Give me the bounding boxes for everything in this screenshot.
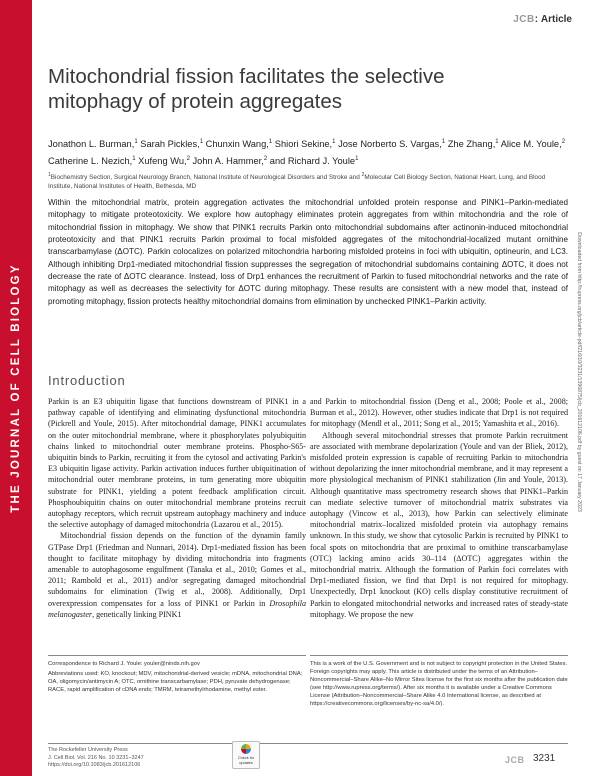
footnote-divider xyxy=(310,655,568,656)
author-name: Catherine L. Nezich, xyxy=(48,156,133,167)
paragraph: Parkin is an E3 ubiquitin ligase that functions downstream of PINK1 in a pathway capable of identifying and eliminating dysfunctional mitochondria (Pickrell and Youle, 2015). After mitochondrial damage, PINK1 accumulates on the outer mitochondrial membrane, where it phosphorylates polyubiquitin chains linked to mitochondrial outer membrane proteins. Phospho-S65-ubiquitin binds to Parkin, recruiting it from the cytosol and activating Parkin's E3 ubiquitin ligase activity. Parkin activation induces further ubiquitination of mitochondrial outer membrane proteins, in turn generating more ubiquitin substrate for PINK1, yielding a potent feedback amplification circuit. Phosphoubiquitin chains on outer mitochondrial membrane proteins recruit autophagy receptors, which recruit upstream autophagy machinery and induce the selective autophagy of damaged mitochondria (Lazarou et al., 2015). xyxy=(48,397,306,530)
journal-tag xyxy=(513,14,572,25)
affiliation-marker: 2 xyxy=(186,156,190,163)
author-name: John A. Hammer, xyxy=(192,156,264,167)
paragraph: Although several mitochondrial stresses that promote Parkin recruitment are associated with membrane depolarization (Youle and van der Bliek, 2012), misfolded protein expression is capable of recruiting Parkin to mitochondria without depolarizing the inner mitochondrial membrane, and it may represent a more physiological mechanism of PINK1 stabilization (Jin and Youle, 2013). Although quantitative mass spectrometry research shows that PINK1–Parkin can mediate selective turnover of mitochondrial matrix substrates via autophagy (Vincow et al., 2013), how Parkin can selectively eliminate mitochondrial matrix–localized misfolded protein via autophagy remains unknown. In this study, we show that cytosolic Parkin is recruited by PINK1 to focal spots on mitochondria that are proximal to ornithine transcarbamylase (OTC) lacking amino acids 30–114 (ΔOTC) aggregates within the mitochondrial matrix. Although the formation of Parkin foci correlates with Drp1-mediated fission, we find that Drp1 is not required for mitophagy. Unexpectedly, Drp1 knockout (KO) cells display constitutive recruitment of Parkin to elongated mitochondrial networks and increased rates of steady-state mitophagy. We propose the new xyxy=(310,430,568,619)
body-column-left xyxy=(48,396,306,620)
license-note: This is a work of the U.S. Government and is not subject to copyright protection in the United States. Foreign copyrights may apply. This article is distributed under the terms of an Attribution–Noncommercial–Share Alike–No Mirror Sites license for the first six months after the publication date (see http://www.rupress.org/terms/). After six months it is available under a Creative Commons License (Attribution–Noncommercial–Share Alike 4.0 International license, as described at https://creativecommons.org/licenses/by-nc-sa/4.0/). xyxy=(310,661,568,707)
journal-sidebar xyxy=(0,0,32,776)
badge-label: updates xyxy=(239,760,253,765)
footnotes-left xyxy=(48,660,304,696)
abstract: Within the mitochondrial matrix, protein aggregation activates the mitochondrial unfolded protein response and PINK1–Parkin-mediated mitophagy to mitigate proteotoxicity. We explore how autophagy eliminates protein aggregates from within mitochondria and the role of mitochondrial fission in mitophagy. We show that PINK1 recruits Parkin onto mitochondrial subdomains after actinonin-induced mitochondrial proteotoxicity and that PINK1 recruits Parkin proximal to focal misfolded aggregates of the mitochondrial-localized mutant ornithine transcarbamylase (ΔOTC). Parkin colocalizes on polarized mitochondria harboring misfolded proteins in foci with ubiquitin, optineurin, and LC3. Although inhibiting Drp1-mediated mitochondrial fission suppresses the segregation of mitochondrial subdomains containing ΔOTC, it does not decrease the rate of ΔOTC clearance. Instead, loss of Drp1 enhances the recruitment of Parkin to fused mitochondrial networks and the rate of mitophagy as well as decreases the selectivity for ΔOTC during mitophagy. These results are consistent with a new model that, instead of promoting mitophagy, fission protects healthy mitochondrial domains from elimination by unchecked PINK1–Parkin activity. xyxy=(48,198,568,306)
publisher-info xyxy=(48,747,144,770)
author-name: Jonathon L. Burman, xyxy=(48,139,135,150)
footer-divider xyxy=(48,743,568,744)
affiliation-number: 1 xyxy=(48,172,51,178)
author xyxy=(501,139,565,149)
author xyxy=(48,156,136,166)
affiliation-number: 2 xyxy=(361,172,365,178)
affiliation-marker: 1 xyxy=(132,156,136,163)
author-name: Jose Norberto S. Vargas, xyxy=(338,139,442,150)
affiliation-marker: 1 xyxy=(495,139,499,145)
affiliation-marker: 1 xyxy=(441,139,446,145)
footnote-divider xyxy=(48,655,306,656)
author-list xyxy=(48,135,568,169)
publisher-name: The Rockefeller University Press xyxy=(48,747,128,753)
author xyxy=(448,139,499,149)
paragraph: Mitochondrial fission depends on the function of the dynamin family GTPase Drp1 (Friedman and Nunnari, 2014). Drp1-mediated fission has been thought to facilitate mitophagy by dividing mitochondria into fragments amenable to autophagosome engulfment (Tanaka et al., 2010; Gomes et al., 2011; Rambold et al., 2011) and/or segregating damaged mitochondrial subdomains for elimination (Twig et al., 2008). Additionally, Drp1 overexpression compensates for a loss of PINK1 or Parkin in Drosophila melanogaster, genetically linking PINK1 xyxy=(48,531,306,619)
author-name: and Richard J. Youle xyxy=(269,156,356,167)
affiliation-marker: 1 xyxy=(332,139,336,145)
article-title: Mitochondrial fission facilitates the selective mitophagy of protein aggregates xyxy=(48,65,445,113)
download-note: Downloaded from http://rupress.org/jcb/article-pdf/216/10/3231/1396875/jcb_201612106.pdf by guest on 17 January 2023 xyxy=(576,232,582,512)
doi-link[interactable]: https://doi.org/10.1083/jcb.201612106 xyxy=(48,762,141,768)
author-name: Zhe Zhang, xyxy=(447,139,496,150)
author xyxy=(338,139,445,149)
section-heading-introduction: Introduction xyxy=(48,373,126,388)
tag-separator: : xyxy=(534,14,539,25)
affiliations xyxy=(48,171,568,191)
citation: J. Cell Biol. Vol. 216 No. 10 3231–3247 xyxy=(48,754,144,761)
author-name: Sarah Pickles, xyxy=(140,139,200,150)
journal-abbrev: JCB xyxy=(513,14,535,25)
affiliation-marker: 1 xyxy=(355,156,359,163)
author xyxy=(140,139,203,149)
page-number: 3231 xyxy=(533,753,556,764)
correspondence: Correspondence to Richard J. Youle: youler@ninds.nih.gov xyxy=(48,661,200,667)
author-name: Chunxin Wang, xyxy=(205,139,269,150)
affiliation-text: Biochemistry Section, Surgical Neurology Branch, National Institute of Neurological Disorders and Stroke and xyxy=(50,174,362,182)
author xyxy=(270,156,359,166)
author-name: Shiori Sekine, xyxy=(274,139,333,150)
paragraph: and Parkin to mitochondrial fission (Deng et al., 2008; Poole et al., 2008; Burman et al., 2012). However, other studies indicate that Drp1 is not required for mitophagy (Mendl et al., 2011; Song et al., 2015; Yamashita et al., 2016). xyxy=(310,397,568,429)
author xyxy=(206,139,273,149)
badge-label: Check for xyxy=(237,756,255,760)
sidebar-journal-name: THE JOURNAL OF CELL BIOLOGY xyxy=(10,263,22,513)
affiliation-marker: 2 xyxy=(263,156,268,163)
author-name: Alice M. Youle, xyxy=(500,139,562,150)
author xyxy=(138,156,190,166)
species-name: Drosophila melanogaster xyxy=(48,598,306,619)
body-column-right xyxy=(310,396,568,620)
affiliation-marker: 1 xyxy=(199,139,204,145)
author xyxy=(48,139,138,149)
author xyxy=(275,139,336,149)
crossmark-icon xyxy=(241,744,251,754)
author xyxy=(193,156,268,166)
affiliation-marker: 2 xyxy=(561,139,566,145)
check-for-updates-badge[interactable] xyxy=(232,741,260,769)
affiliation-marker: 1 xyxy=(134,139,138,145)
footer-journal: JCB xyxy=(505,755,525,765)
abbreviations: Abbreviations used: KO, knockout; MDV, mitochondrial-derived vesicle; mDNA, mitochondrial DNA; OA, oligomycin/antimycin A; OTC, ornithine transcarbamylase; PDH, pyruvate dehydrogenase; RACE, rapid amplification of cDNA ends; TMRM, tetramethylrhodamine, methyl ester. xyxy=(48,671,303,693)
author-name: Xufeng Wu, xyxy=(138,156,187,167)
affiliation-marker: 1 xyxy=(268,139,273,145)
article-type: Article xyxy=(540,14,572,25)
affiliation-text: Molecular Cell Biology Section, National Heart, Lung, and Blood Institute, National Institutes of Health, Bethesda, MD xyxy=(48,174,546,191)
